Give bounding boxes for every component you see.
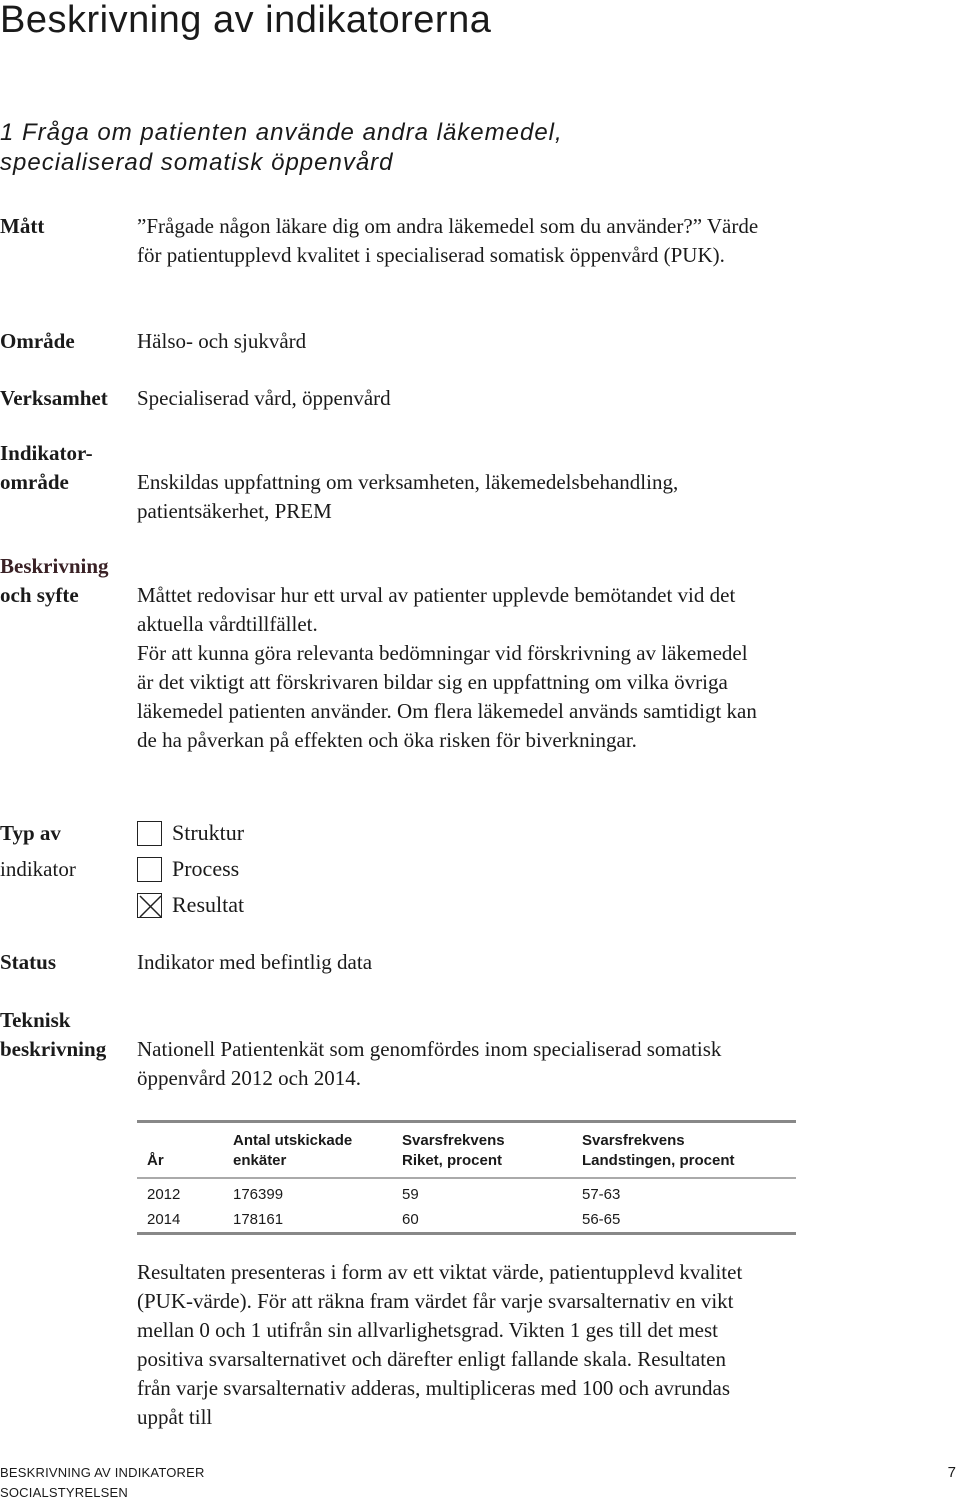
label-status: Status bbox=[0, 950, 57, 974]
label-typ-line1: Typ av bbox=[0, 821, 61, 845]
label-verksamhet: Verksamhet bbox=[0, 386, 108, 410]
checkbox-struktur bbox=[137, 821, 162, 846]
header-year: År bbox=[147, 1152, 164, 1169]
page-number: 7 bbox=[947, 1464, 956, 1481]
cell-rate-landsting: 57-63 bbox=[582, 1186, 621, 1203]
header-rate-landsting bbox=[572, 1122, 796, 1179]
value-teknisk: Nationell Patientenkät som genomfördes inom specialiserad somatisk öppenvård 2012 och 2014. bbox=[137, 1037, 722, 1090]
footer-publisher: SOCIALSTYRELSEN bbox=[0, 1485, 128, 1500]
cell-rate-riket: 60 bbox=[402, 1211, 419, 1228]
cell-year: 2014 bbox=[147, 1211, 181, 1228]
label-matt: Mått bbox=[0, 214, 45, 238]
label-indikatoromrade-line1: Indikator- bbox=[0, 441, 93, 465]
value-beskrivning bbox=[137, 581, 767, 755]
checkbox-process bbox=[137, 857, 162, 882]
header-sent-line2: enkäter bbox=[233, 1152, 287, 1169]
option-struktur-label: Struktur bbox=[172, 820, 245, 845]
header-rate-riket-line1: Svarsfrekvens bbox=[402, 1132, 505, 1149]
table-row bbox=[137, 1178, 796, 1207]
section-heading: 1 Fråga om patienten använde andra läkemedel, specialiserad somatisk öppenvård bbox=[0, 119, 563, 176]
header-rate-riket bbox=[392, 1122, 572, 1179]
table-row bbox=[137, 1207, 796, 1234]
checkbox-resultat bbox=[137, 893, 162, 918]
cell-sent: 176399 bbox=[233, 1186, 284, 1203]
header-rate-landsting-line1: Svarsfrekvens bbox=[582, 1132, 685, 1149]
response-rate-table bbox=[137, 1120, 796, 1235]
cell-rate-landsting: 56-65 bbox=[582, 1211, 621, 1228]
option-resultat-label: Resultat bbox=[172, 892, 245, 917]
page-title: Beskrivning av indikatorerna bbox=[0, 0, 492, 41]
label-beskrivning-line1: Beskrivning bbox=[0, 554, 109, 578]
label-beskrivning-line2: och syfte bbox=[0, 583, 79, 607]
header-rate-landsting-line2: Landstingen, procent bbox=[582, 1152, 735, 1169]
option-process-label: Process bbox=[172, 856, 240, 881]
value-matt: ”Frågade någon läkare dig om andra läkemedel som du använder?” Värde för patientupplevd kvalitet i specialiserad somatisk öppenvård (PUK). bbox=[137, 214, 759, 267]
value-status: Indikator med befintlig data bbox=[137, 950, 373, 974]
header-sent bbox=[223, 1122, 392, 1179]
value-omrade: Hälso- och sjukvård bbox=[137, 329, 307, 353]
label-typ-line2: indikator bbox=[0, 857, 76, 881]
header-rate-riket-line2: Riket, procent bbox=[402, 1152, 503, 1169]
table-header-row bbox=[137, 1122, 796, 1179]
label-indikatoromrade-line2: område bbox=[0, 470, 69, 494]
checkmark-x-icon bbox=[138, 894, 163, 919]
value-beskrivning-p1: Måttet redovisar hur ett urval av patienter upplevde bemötandet vid det aktuella vårdtillfället. bbox=[137, 583, 736, 636]
footer-document-title: BESKRIVNING AV INDIKATORER bbox=[0, 1465, 205, 1480]
results-paragraph: Resultaten presenteras i form av ett viktat värde, patientupplevd kvalitet (PUK-värde). För att räkna fram värdet får varje svarsalternativ en vikt mellan 0 och 1 utifrån sin allvarlighetsgrad. Vikten 1 ges till det mest positiva svarsalternativet och därefter enligt fallande skala. Resultaten från varje svarsalternativ adderas, multipliceras med 100 och avrundas uppåt till bbox=[137, 1260, 743, 1429]
label-omrade: Område bbox=[0, 329, 75, 353]
cell-rate-riket: 59 bbox=[402, 1186, 419, 1203]
value-indikatoromrade: Enskildas uppfattning om verksamheten, läkemedelsbehandling, patientsäkerhet, PREM bbox=[137, 470, 679, 523]
label-teknisk-line1: Teknisk bbox=[0, 1008, 71, 1032]
header-sent-line1: Antal utskickade bbox=[233, 1132, 353, 1149]
cell-sent: 178161 bbox=[233, 1211, 284, 1228]
option-struktur bbox=[137, 818, 244, 848]
value-beskrivning-p2: För att kunna göra relevanta bedömningar vid förskrivning av läkemedel är det viktigt att förskrivaren bildar sig en uppfattning om vilka övriga läkemedel patienten använder. Om flera läkemedel används samtidigt kan de ha påverkan på effekten och öka risken för biverkningar. bbox=[137, 641, 757, 752]
option-resultat bbox=[137, 890, 244, 920]
value-verksamhet: Specialiserad vård, öppenvård bbox=[137, 386, 391, 410]
cell-year: 2012 bbox=[147, 1186, 181, 1203]
option-process bbox=[137, 854, 239, 884]
label-teknisk-line2: beskrivning bbox=[0, 1037, 107, 1061]
